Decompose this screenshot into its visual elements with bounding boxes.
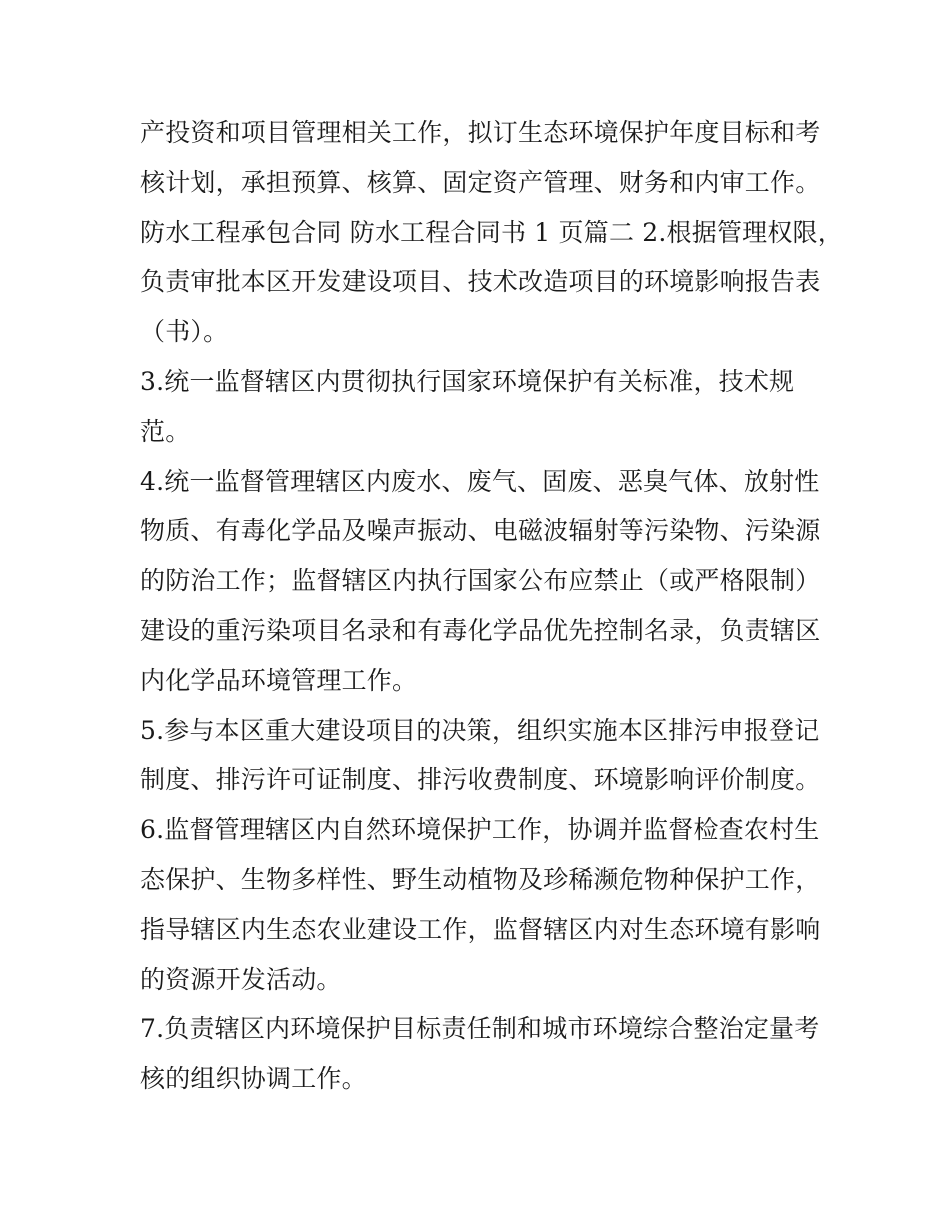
text-line: 内化学品环境管理工作。 xyxy=(140,665,418,695)
text-line: 7.负责辖区内环境保护目标责任制和城市环境综合整治定量考 xyxy=(140,1014,820,1044)
text-line: 态保护、生物多样性、野生动植物及珍稀濒危物种保护工作， xyxy=(140,864,821,894)
text-line: 6.监督管理辖区内自然环境保护工作，协调并监督检查农村生 xyxy=(140,815,820,845)
text-line: 5.参与本区重大建设项目的决策，组织实施本区排污申报登记 xyxy=(140,715,820,745)
text-line: 4.统一监督管理辖区内废水、废气、固废、恶臭气体、放射性 xyxy=(140,466,820,496)
text-line: 的资源开发活动。 xyxy=(140,964,342,994)
text-line: 的防治工作；监督辖区内执行国家公布应禁止（或严格限制） xyxy=(140,566,821,596)
text-line: 指导辖区内生态农业建设工作，监督辖区内对生态环境有影响 xyxy=(140,914,821,944)
text-line: 范。 xyxy=(140,416,191,446)
text-line: 3.统一监督辖区内贯彻执行国家环境保护有关标准，技术规 xyxy=(140,366,795,396)
text-line: 制度、排污许可证制度、排污收费制度、环境影响评价制度。 xyxy=(140,765,821,795)
text-line: 防水工程承包合同 防水工程合同书 1 页篇二 2.根据管理权限， xyxy=(140,217,843,247)
text-line: 产投资和项目管理相关工作，拟订生态环境保护年度目标和考 xyxy=(140,118,821,147)
text-line: 物质、有毒化学品及噪声振动、电磁波辐射等污染物、污染源 xyxy=(140,516,821,546)
text-line: 建设的重污染项目名录和有毒化学品优先控制名录，负责辖区 xyxy=(140,615,821,645)
text-line: 核计划，承担预算、核算、固定资产管理、财务和内审工作。 xyxy=(140,167,821,197)
text-line: 核的组织协调工作。 xyxy=(140,1064,367,1094)
text-line: 负责审批本区开发建设项目、技术改造项目的环境影响报告表 xyxy=(140,267,821,297)
document-body xyxy=(140,108,843,1104)
text-line: （书）。 xyxy=(140,317,229,347)
